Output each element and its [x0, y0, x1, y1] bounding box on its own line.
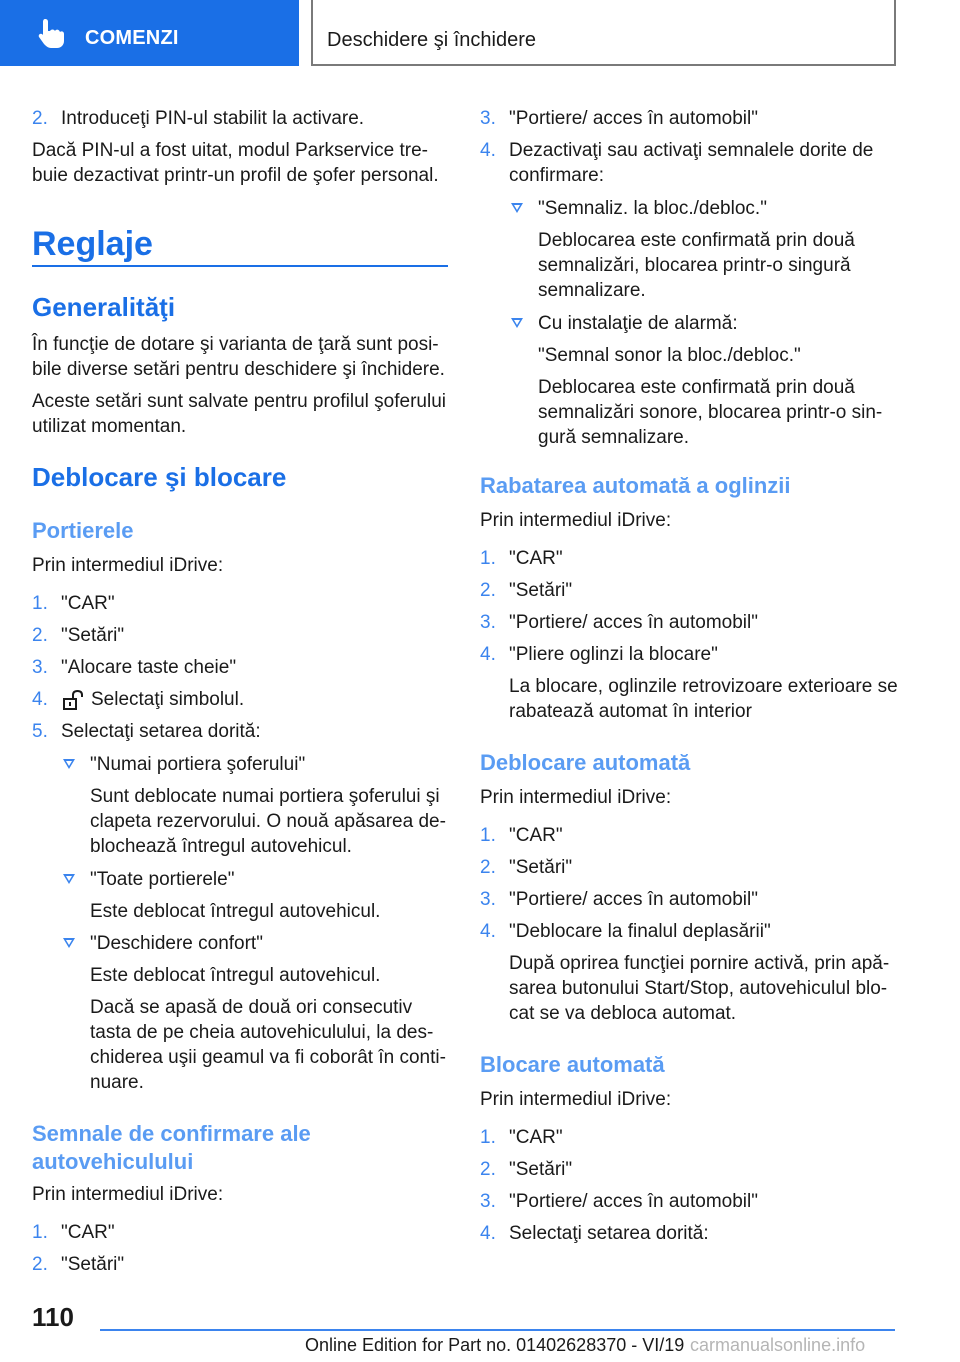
step-number: 1.	[480, 1127, 496, 1148]
option-title: "Deschidere confort"	[90, 933, 263, 954]
intro-line: Prin intermediul iDrive:	[32, 1184, 224, 1205]
option-desc: Este deblocat întregul autovehicul.	[90, 901, 381, 922]
step-desc: După oprirea funcţiei pornire activă, prin apă-	[509, 953, 890, 974]
step-text: "Pliere oglinzi la blocare"	[509, 644, 718, 665]
bullet-triangle-icon	[511, 203, 523, 213]
option-desc: Deblocarea este confirmată prin două	[538, 377, 855, 398]
heading-auto-lock: Blocare automată	[480, 1052, 665, 1077]
heading-signals-cont: autovehiculului	[32, 1149, 194, 1174]
step-number: 1.	[480, 825, 496, 846]
step-number: 3.	[480, 108, 496, 129]
step-text: "Setări"	[509, 857, 573, 878]
heading-reglaje: Reglaje	[32, 225, 153, 263]
step-text: Introduceţi PIN-ul stabilit la activare.	[61, 108, 365, 129]
step-number: 1.	[480, 548, 496, 569]
page-number: 110	[32, 1302, 74, 1332]
step-text: "CAR"	[509, 825, 563, 846]
option-desc: Este deblocat întregul autovehicul.	[90, 965, 381, 986]
intro-line: Prin intermediul iDrive:	[480, 510, 672, 531]
paragraph-line: Dacă PIN-ul a fost uitat, modul Parkservice tre-	[32, 140, 428, 161]
step-number: 3.	[32, 657, 48, 678]
step-number: 2.	[32, 625, 48, 646]
option-title: Cu instalaţie de alarmă:	[538, 313, 738, 334]
step-number: 4.	[480, 1223, 496, 1244]
paragraph-line: Aceste setări sunt salvate pentru profilul şoferului	[32, 391, 446, 412]
step-text: "CAR"	[509, 1127, 563, 1148]
option-note: chiderea uşii geamul va fi coborât în conti-	[90, 1047, 446, 1068]
option-desc: gură semnalizare.	[538, 427, 690, 448]
option-desc: blochează întregul autovehicul.	[90, 836, 352, 857]
step-number: 3.	[480, 1191, 496, 1212]
step-number: 1.	[32, 1222, 48, 1243]
step-text: "CAR"	[61, 593, 115, 614]
chapter-tab[interactable]	[0, 0, 299, 66]
step-text: "Portiere/ acces în automobil"	[509, 889, 758, 910]
step-text: "Portiere/ acces în automobil"	[509, 612, 758, 633]
heading-signals: Semnale de confirmare ale	[32, 1121, 311, 1146]
heading-mirror: Rabatarea automată a oglinzii	[480, 473, 791, 498]
option-note: nuare.	[90, 1072, 144, 1093]
intro-line: Prin intermediul iDrive:	[480, 1089, 672, 1110]
paragraph-line: bile diverse setări pentru deschidere şi închidere.	[32, 359, 445, 380]
step-text-cont: confirmare:	[509, 165, 605, 186]
step-text: "CAR"	[61, 1222, 115, 1243]
step-text: Selectaţi setarea dorită:	[509, 1223, 709, 1244]
bullet-triangle-icon	[511, 318, 523, 328]
step-text: "Deblocare la finalul deplasării"	[509, 921, 771, 942]
step-number: 2.	[480, 857, 496, 878]
step-number: 5.	[32, 721, 48, 742]
bullet-triangle-icon	[63, 759, 75, 769]
step-number: 4.	[480, 921, 496, 942]
step-desc: sarea butonului Start/Stop, autovehiculul blo-	[509, 978, 888, 999]
paragraph-line: În funcţie de dotare şi varianta de ţară sunt posi-	[32, 334, 439, 355]
heading-rule	[32, 265, 448, 267]
step-text: Selectaţi setarea dorită:	[61, 721, 261, 742]
step-text: "Alocare taste cheie"	[61, 657, 237, 678]
heading-general: Generalităţi	[32, 292, 176, 322]
step-text: Selectaţi simbolul.	[91, 689, 245, 710]
step-text: "CAR"	[509, 548, 563, 569]
chapter-label: COMENZI	[85, 27, 179, 49]
step-number: 2.	[480, 1159, 496, 1180]
option-desc: semnalizări sonore, blocarea printr-o sin-	[538, 402, 883, 423]
step-number: 4.	[480, 140, 496, 161]
step-desc: rabatează automat în interior	[509, 701, 752, 722]
bullet-triangle-icon	[63, 874, 75, 884]
step-number: 3.	[480, 612, 496, 633]
step-number: 1.	[32, 593, 48, 614]
bullet-triangle-icon	[63, 938, 75, 948]
section-header	[311, 0, 896, 66]
option-note: tasta de pe cheia autovehiculului, la des-	[90, 1022, 434, 1043]
option-desc: Sunt deblocate numai portiera şoferului şi	[90, 786, 440, 807]
unlock-icon	[62, 690, 84, 710]
option-title: "Toate portierele"	[90, 869, 235, 890]
option-desc: semnalizări, blocarea printr-o singură	[538, 255, 851, 276]
intro-line: Prin intermediul iDrive:	[480, 787, 672, 808]
step-number: 4.	[32, 689, 48, 710]
step-text: "Portiere/ acces în automobil"	[509, 1191, 758, 1212]
step-text: "Setări"	[509, 1159, 573, 1180]
step-desc: cat se va debloca automat.	[509, 1003, 737, 1024]
footer-rule	[100, 1329, 895, 1331]
option-note: Dacă se apasă de două ori consecutiv	[90, 997, 413, 1018]
option-desc: semnalizare.	[538, 280, 646, 301]
edition-text: Online Edition for Part no. 01402628370 - VI/19	[305, 1335, 685, 1355]
paragraph-line: utilizat momentan.	[32, 416, 187, 437]
option-desc: Deblocarea este confirmată prin două	[538, 230, 855, 251]
step-number: 2.	[480, 580, 496, 601]
step-number: 2.	[32, 108, 48, 129]
step-number: 2.	[32, 1254, 48, 1275]
section-title: Deschidere şi închidere	[327, 29, 536, 51]
heading-auto-unlock: Deblocare automată	[480, 750, 691, 775]
paragraph-line: buie dezactivat printr-un profil de şofer personal.	[32, 165, 439, 186]
step-text: "Setări"	[61, 625, 125, 646]
step-desc: La blocare, oglinzile retrovizoare exterioare se	[509, 676, 898, 697]
intro-line: Prin intermediul iDrive:	[32, 555, 224, 576]
step-text: "Setări"	[509, 580, 573, 601]
step-text: "Setări"	[61, 1254, 125, 1275]
heading-unlock-lock: Deblocare şi blocare	[32, 462, 287, 492]
hand-pointer-icon	[36, 17, 66, 49]
option-title: "Semnaliz. la bloc./debloc."	[538, 198, 767, 219]
step-text: "Portiere/ acces în automobil"	[509, 108, 758, 129]
step-text: Dezactivaţi sau activaţi semnalele dorite de	[509, 140, 874, 161]
step-number: 4.	[480, 644, 496, 665]
option-title: "Numai portiera şoferului"	[90, 754, 306, 775]
watermark: carmanualsonline.info	[690, 1335, 866, 1355]
option-desc: clapeta rezervorului. O nouă apăsarea de-	[90, 811, 446, 832]
option-sub: "Semnal sonor la bloc./debloc."	[538, 345, 801, 366]
step-number: 3.	[480, 889, 496, 910]
heading-doors: Portierele	[32, 518, 134, 543]
